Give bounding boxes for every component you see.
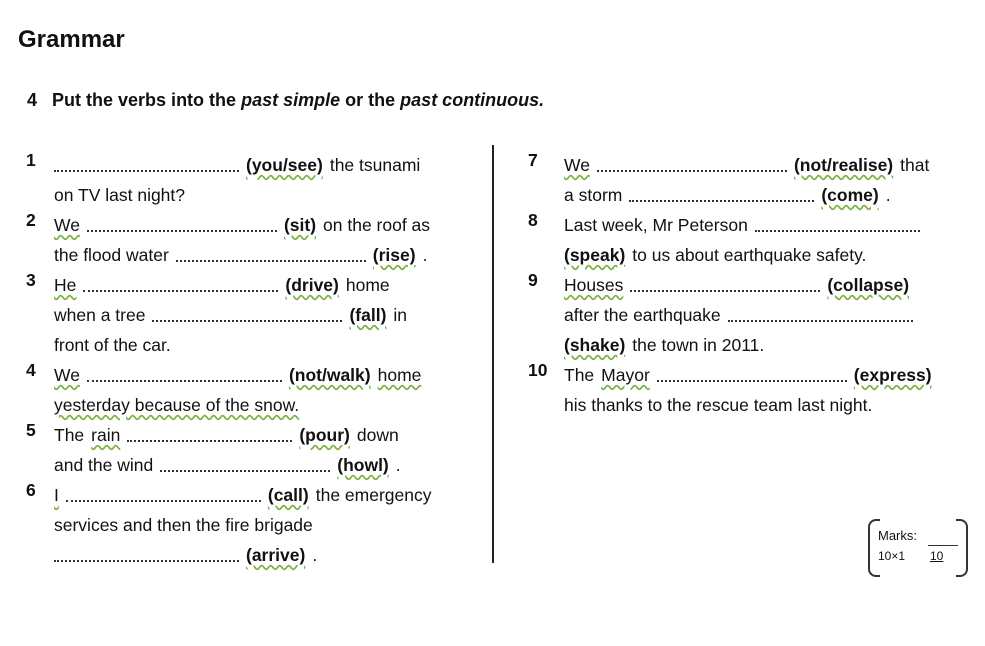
item-word: .: [422, 245, 428, 265]
item-word: We: [54, 215, 80, 235]
item-line: [564, 330, 958, 360]
item-word: Last week, Mr Peterson: [564, 215, 748, 235]
instruction-start: Put the verbs into the: [52, 90, 237, 110]
item-text: [54, 150, 466, 210]
answer-blank[interactable]: [630, 289, 820, 292]
answer-blank[interactable]: [66, 499, 261, 502]
item-number: 3: [26, 270, 36, 290]
verb-prompt: (not/walk): [288, 365, 371, 385]
item-line: [564, 360, 958, 390]
item-word: yesterday because of the snow.: [54, 395, 300, 415]
verb-prompt: (express): [853, 365, 932, 385]
answer-blank[interactable]: [83, 289, 278, 292]
item-text: [54, 420, 466, 480]
item-word: rain: [91, 425, 121, 445]
item-line: [54, 450, 466, 480]
verb-prompt: (you/see): [246, 155, 323, 175]
exercise-item-1: [26, 150, 466, 210]
item-line: [54, 150, 466, 180]
item-text: [564, 270, 958, 360]
answer-blank[interactable]: [54, 169, 239, 172]
item-word: The: [54, 425, 85, 445]
item-word: front of the car.: [54, 335, 171, 355]
answer-blank[interactable]: [728, 319, 913, 322]
answer-blank[interactable]: [629, 199, 814, 202]
item-word: home: [345, 275, 390, 295]
marks-calc: 10×1: [878, 549, 906, 563]
verb-prompt: (come): [821, 185, 879, 205]
item-line: [564, 390, 958, 420]
verb-prompt: (not/realise): [793, 155, 894, 175]
verb-prompt: (speak): [564, 245, 626, 265]
item-line: [564, 300, 958, 330]
item-text: [54, 270, 466, 360]
item-line: [54, 330, 466, 360]
item-word: We: [54, 365, 80, 385]
answer-blank[interactable]: [176, 259, 366, 262]
item-text: [564, 360, 958, 420]
verb-prompt: (arrive): [246, 545, 306, 565]
item-word: .: [312, 545, 318, 565]
marks-total: 10: [930, 549, 944, 563]
exercise-item-5: [26, 420, 466, 480]
item-word: Mayor: [601, 365, 650, 385]
exercise-item-9: [528, 270, 958, 360]
exercise-item-2: [26, 210, 466, 270]
verb-prompt: (call): [267, 485, 309, 505]
marks-score-blank[interactable]: [928, 545, 958, 546]
item-word: down: [356, 425, 399, 445]
item-line: [54, 480, 466, 510]
item-text: [54, 210, 466, 270]
item-word: when a tree: [54, 305, 146, 325]
exercise-number: 4: [27, 90, 38, 110]
item-word: home: [377, 365, 422, 385]
item-word: his thanks to the rescue team last night.: [564, 395, 873, 415]
item-word: .: [885, 185, 891, 205]
item-line: [54, 420, 466, 450]
item-word: .: [395, 455, 401, 475]
item-number: 10: [528, 360, 548, 380]
answer-blank[interactable]: [87, 229, 277, 232]
item-line: [564, 210, 958, 240]
item-line: [54, 270, 466, 300]
item-line: [564, 150, 958, 180]
marks-label: Marks:: [878, 528, 917, 543]
item-number: 6: [26, 480, 36, 500]
instruction-or: or the: [345, 90, 396, 110]
tense-past-simple: past simple: [241, 90, 341, 110]
exercise-item-7: [528, 150, 958, 210]
item-line: [54, 180, 466, 210]
item-word: the flood water: [54, 245, 169, 265]
left-column: [26, 150, 466, 570]
item-word: the tsunami: [329, 155, 421, 175]
answer-blank[interactable]: [54, 559, 239, 562]
exercise-item-10: [528, 360, 958, 420]
right-column: [528, 150, 958, 420]
item-line: [54, 540, 466, 570]
item-number: 1: [26, 150, 36, 170]
item-word: services and then the fire brigade: [54, 515, 313, 535]
item-line: [564, 180, 958, 210]
item-line: [564, 240, 958, 270]
marks-box: [868, 519, 968, 575]
exercise-item-4: [26, 360, 466, 420]
answer-blank[interactable]: [160, 469, 330, 472]
item-text: [564, 210, 958, 270]
item-line: [54, 210, 466, 240]
answer-blank[interactable]: [87, 379, 282, 382]
tense-past-continuous: past continuous.: [400, 90, 545, 110]
item-number: 5: [26, 420, 36, 440]
marks-bracket-right: [956, 519, 968, 577]
verb-prompt: (rise): [372, 245, 416, 265]
item-number: 4: [26, 360, 36, 380]
section-title: Grammar: [18, 26, 125, 53]
item-word: the emergency: [315, 485, 432, 505]
exercise-item-6: [26, 480, 466, 570]
item-line: [54, 510, 466, 540]
item-word: in: [393, 305, 408, 325]
item-word: The: [564, 365, 595, 385]
item-word: on the roof as: [323, 215, 431, 235]
item-line: [564, 270, 958, 300]
item-line: [54, 390, 466, 420]
item-text: [54, 480, 466, 570]
answer-blank[interactable]: [657, 379, 847, 382]
verb-prompt: (drive): [285, 275, 339, 295]
answer-blank[interactable]: [597, 169, 787, 172]
column-divider: [492, 145, 494, 563]
item-text: [54, 360, 466, 420]
item-number: 7: [528, 150, 538, 170]
item-word: to us about earthquake safety.: [632, 245, 867, 265]
answer-blank[interactable]: [152, 319, 342, 322]
item-text: [564, 150, 958, 210]
verb-prompt: (collapse): [827, 275, 910, 295]
item-word: that: [900, 155, 930, 175]
verb-prompt: (howl): [337, 455, 389, 475]
item-word: a storm: [564, 185, 623, 205]
verb-prompt: (shake): [564, 335, 626, 355]
item-word: I: [54, 485, 59, 505]
item-line: [54, 360, 466, 390]
item-line: [54, 300, 466, 330]
verb-prompt: (sit): [283, 215, 317, 235]
exercise-item-8: [528, 210, 958, 270]
item-word: after the earthquake: [564, 305, 721, 325]
exercise-instruction: [27, 90, 544, 111]
item-word: He: [54, 275, 77, 295]
item-line: [54, 240, 466, 270]
verb-prompt: (fall): [349, 305, 387, 325]
exercise-item-3: [26, 270, 466, 360]
answer-blank[interactable]: [755, 229, 920, 232]
item-word: and the wind: [54, 455, 154, 475]
item-word: on TV last night?: [54, 185, 186, 205]
item-number: 2: [26, 210, 36, 230]
item-word: Houses: [564, 275, 624, 295]
item-word: the town in 2011.: [632, 335, 765, 355]
verb-prompt: (pour): [299, 425, 350, 445]
item-number: 8: [528, 210, 538, 230]
answer-blank[interactable]: [127, 439, 292, 442]
item-word: We: [564, 155, 590, 175]
item-number: 9: [528, 270, 538, 290]
